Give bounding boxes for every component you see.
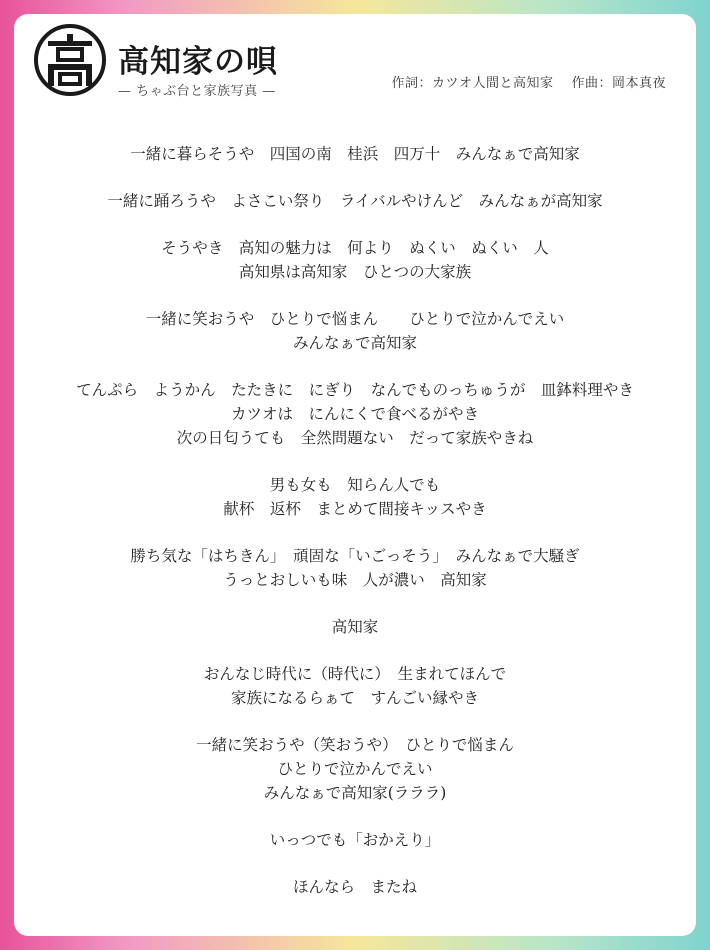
stanza bbox=[14, 473, 696, 521]
stanza bbox=[14, 544, 696, 592]
lyric-line: 高知県は高知家 ひとつの大家族 bbox=[238, 263, 472, 281]
lyric-line: うっとおしいも味 人が濃い 高知家 bbox=[223, 571, 487, 589]
lyric-line: てんぷら ようかん たたきに にぎり なんでものっちゅうが 皿鉢料理やき bbox=[76, 381, 634, 399]
lyric-line: みんなぁで高知家(ラララ) bbox=[263, 784, 447, 802]
stanza bbox=[14, 142, 696, 166]
lyric-line: カツオは にんにくで食べるがやき bbox=[230, 405, 479, 423]
stanza bbox=[14, 307, 696, 355]
stanza bbox=[14, 733, 696, 805]
stanza bbox=[14, 662, 696, 710]
lyric-line: おんなじ時代に（時代に） 生まれてほんで bbox=[203, 665, 507, 683]
kochi-ke-logo-icon bbox=[34, 24, 106, 96]
lyric-line: みんなぁで高知家 bbox=[292, 334, 417, 352]
header bbox=[14, 14, 696, 114]
lyric-line: 家族になるらぁて すんごい縁やき bbox=[230, 689, 479, 707]
lyric-line: 勝ち気な「はちきん」 頑固な「いごっそう」 みんなぁで大騒ぎ bbox=[130, 547, 580, 565]
lyrics-body bbox=[14, 142, 696, 922]
lyric-line: 献杯 返杯 まとめて間接キッスやき bbox=[223, 500, 487, 518]
logo-subtitle: — ちゃぶ台と家族写真 — bbox=[118, 84, 276, 99]
lyrics-card bbox=[14, 14, 696, 936]
lyric-line: 一緒に踊ろうや よさこい祭り ライバルやけんど みんなぁが高知家 bbox=[107, 192, 603, 210]
lyric-line: 一緒に笑おうや ひとりで悩まん ひとりで泣かんでえい bbox=[145, 310, 565, 328]
composer-credit: 作曲：岡本真夜 bbox=[571, 76, 666, 91]
lyric-line: 一緒に暮らそうや 四国の南 桂浜 四万十 みんなぁで高知家 bbox=[130, 145, 580, 163]
lyric-line: いっつでも「おかえり」 bbox=[269, 831, 441, 849]
stanza bbox=[14, 189, 696, 213]
stanza bbox=[14, 875, 696, 899]
lyric-line: 男も女も 知らん人でも bbox=[269, 476, 441, 494]
lyricist-credit: 作詞：カツオ人間と高知家 bbox=[391, 76, 554, 91]
stanza bbox=[14, 378, 696, 450]
lyric-line: ひとりで泣かんでえい bbox=[277, 760, 433, 778]
lyric-line: 次の日匂うても 全然問題ない だって家族やきね bbox=[176, 429, 534, 447]
logo-title: 高知家の唄 bbox=[118, 44, 278, 80]
stanza bbox=[14, 615, 696, 639]
lyric-line: 一緒に笑おうや（笑おうや） ひとりで悩まん bbox=[196, 736, 514, 754]
stanza bbox=[14, 828, 696, 852]
lyric-line: そうやき 高知の魅力は 何より ぬくい ぬくい 人 bbox=[161, 239, 549, 257]
lyric-line: ほんなら またね bbox=[292, 878, 417, 896]
lyric-line: 高知家 bbox=[331, 618, 379, 636]
stanza bbox=[14, 236, 696, 284]
credits bbox=[391, 72, 666, 91]
